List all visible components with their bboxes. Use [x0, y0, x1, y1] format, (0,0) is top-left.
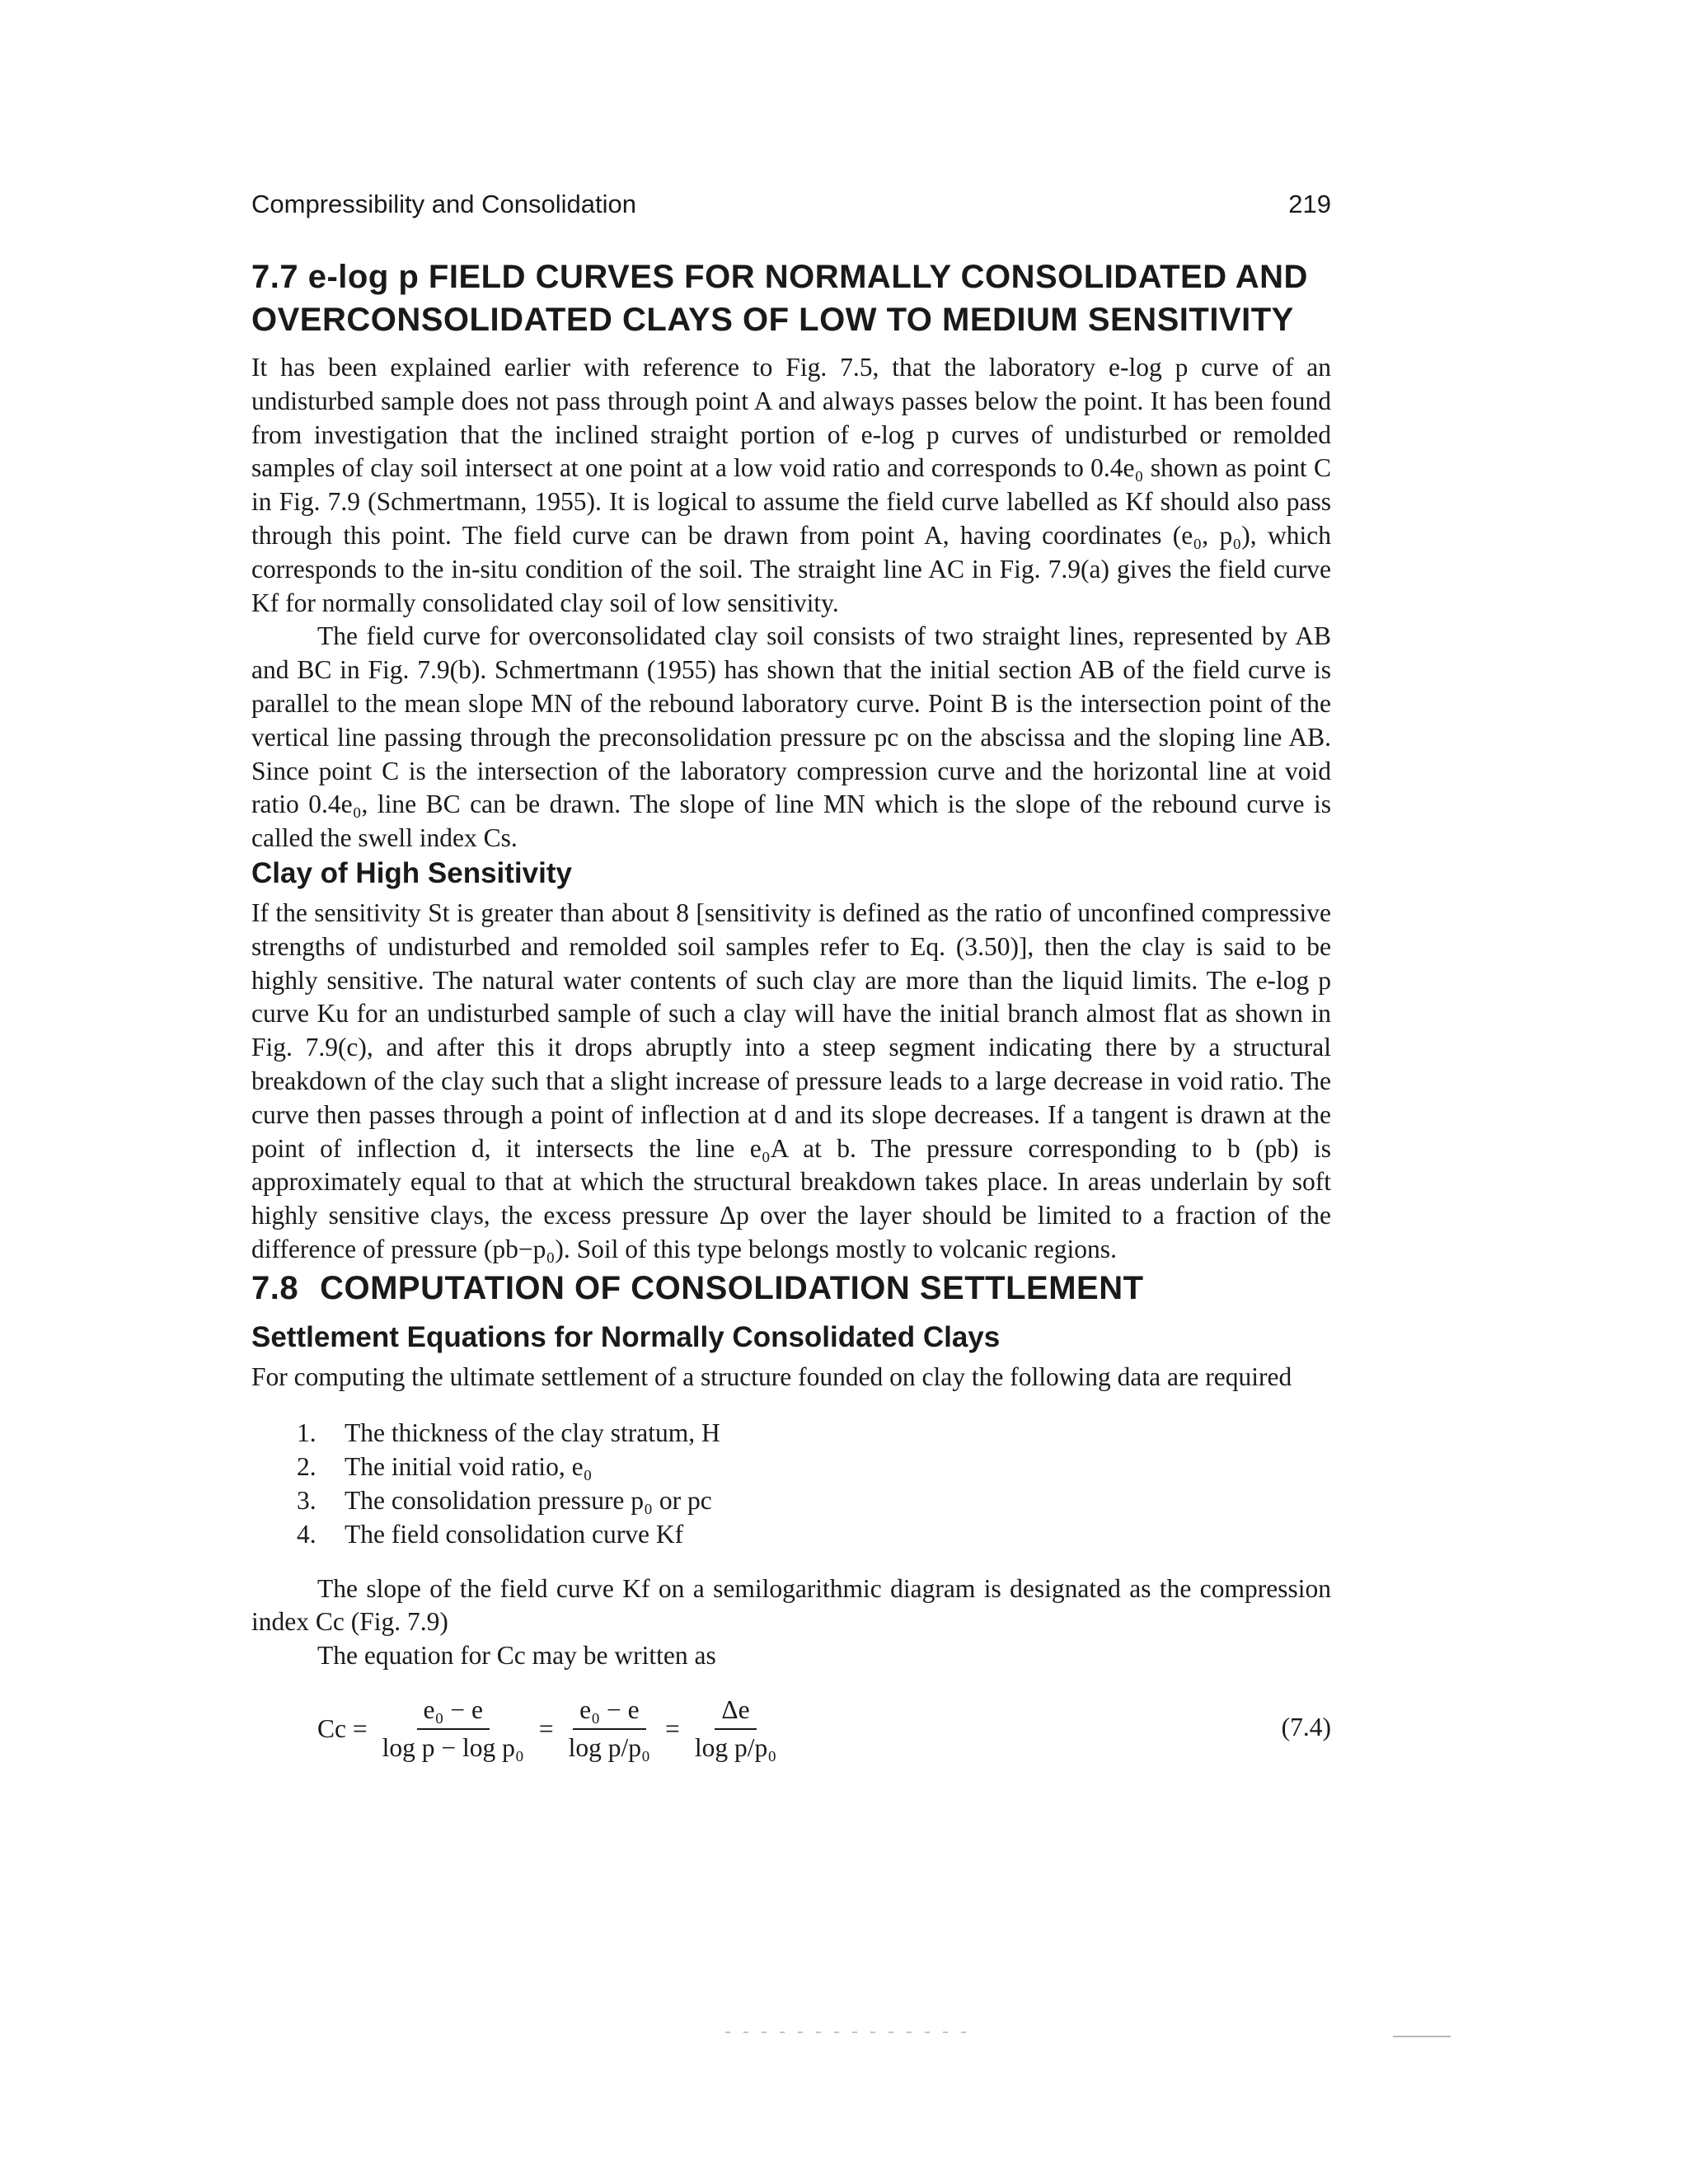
list-item-number: 2. — [297, 1451, 316, 1481]
section-7-7-title-line1: 7.7 e-log p FIELD CURVES FOR NORMALLY CONSOLIDATED AND — [251, 259, 1308, 295]
equation-lhs: Cc = — [317, 1713, 368, 1743]
list-item-number: 4. — [297, 1519, 316, 1549]
equation-fraction-2 — [562, 1695, 657, 1763]
equation-fraction-3 — [688, 1695, 783, 1763]
section-7-7-paragraph-2: The field curve for overconsolidated clay soil consists of two straight lines, represented by AB and BC in Fig. 7.9(b). Schmertmann (1955) has shown that the initial section AB of the field curve is parallel to the mean slope MN of the rebound laboratory curve. Point B is the intersection point of the vertical line passing through the preconsolidation pressure pc on the abscissa and the sloping line AB. Since point C is the intersection of the laboratory compression curve and the horizontal line at void ratio 0.4e₀, line BC can be drawn. The slope of line MN which is the slope of the rebound curve is called the swell index Cs. — [251, 621, 1331, 853]
section-7-7-heading — [251, 255, 1331, 341]
fraction-numerator: e₀ − e — [573, 1695, 645, 1730]
list-item-text: The field consolidation curve Kf — [345, 1519, 684, 1549]
list-item-text: The initial void ratio, e₀ — [345, 1451, 593, 1481]
settlement-equations-subheading: Settlement Equations for Normally Consolidated Clays — [251, 1320, 1001, 1353]
list-item-text: The consolidation pressure p₀ or pc — [345, 1485, 712, 1515]
list-item — [297, 1517, 1331, 1551]
list-item-number: 3. — [297, 1485, 316, 1515]
book-page — [251, 190, 1331, 1769]
fraction-denominator: log p − log p₀ — [382, 1732, 524, 1762]
list-item — [297, 1483, 1331, 1517]
section-7-8-title: COMPUTATION OF CONSOLIDATION SETTLEMENT — [320, 1269, 1144, 1306]
clay-high-sensitivity-paragraph: If the sensitivity St is greater than about 8 [sensitivity is defined as the ratio of unconfined compressive strengths of undisturbed and remolded soil samples refer to Eq. (3.50)], then the clay is said to be highly sensitive. The natural water contents of such clay are more than the liquid limits. The e-log p curve Ku for an undisturbed sample of such a clay will have the initial branch almost flat as shown in Fig. 7.9(c), and after this it drops abruptly into a steep segment indicating there by a structural breakdown of the clay such that a slight increase of pressure leads to a large decrease in void ratio. The curve then passes through a point of inflection at d and its slope decreases. If a tangent is drawn at the point of inflection d, it intersects the line e₀A at b. The pressure corresponding to b (pb) is approximately equal to that at which the structural breakdown takes place. In areas underlain by soft highly sensitive clays, the excess pressure Δp over the layer should be limited to a fraction of the difference of pressure (pb−p₀). Soil of this type belongs mostly to volcanic regions. — [251, 898, 1331, 1263]
equation-fraction-1 — [376, 1695, 531, 1763]
list-item-number: 1. — [297, 1418, 316, 1447]
fraction-numerator: e₀ − e — [417, 1695, 490, 1730]
list-item — [297, 1450, 1331, 1483]
section-7-8-number: 7.8 — [251, 1269, 299, 1306]
compression-index-paragraph: The slope of the field curve Kf on a semilogarithmic diagram is designated as the compression index Cc (Fig. 7.9) — [251, 1573, 1331, 1637]
clay-high-sensitivity-heading: Clay of High Sensitivity — [251, 856, 572, 889]
equation-body — [317, 1690, 791, 1769]
fraction-numerator: Δe — [715, 1695, 756, 1730]
list-item — [297, 1416, 1331, 1450]
section-7-7-title-line2: OVERCONSOLIDATED CLAYS OF LOW TO MEDIUM SENSITIVITY — [251, 302, 1294, 338]
fraction-denominator: log p/p₀ — [694, 1732, 777, 1762]
equals-sign: = — [538, 1713, 554, 1743]
scan-artifact — [1393, 2036, 1451, 2037]
running-head — [251, 190, 1331, 219]
chapter-title: Compressibility and Consolidation — [251, 190, 636, 218]
list-item-text: The thickness of the clay stratum, H — [345, 1418, 720, 1447]
requirements-list — [251, 1416, 1331, 1551]
settlement-intro: For computing the ultimate settlement of a structure founded on clay the following data are required — [251, 1361, 1292, 1391]
equation-7-4 — [251, 1690, 1331, 1769]
fraction-denominator: log p/p₀ — [568, 1732, 651, 1762]
page-number: 219 — [1288, 190, 1331, 218]
equals-sign: = — [665, 1713, 680, 1743]
section-7-7-paragraph-1: It has been explained earlier with reference to Fig. 7.5, that the laboratory e-log p curve of an undisturbed sample does not pass through point A and always passes below the point. It has been found from investigation that the inclined straight portion of e-log p curves of undisturbed or remolded samples of clay soil intersect at one point at a low void ratio and corresponds to 0.4e₀ shown as point C in Fig. 7.9 (Schmertmann, 1955). It is logical to assume the field curve labelled as Kf should also pass through this point. The field curve can be drawn from point A, having coordinates (e₀, p₀), which corresponds to the in-situ condition of the soil. The straight line AC in Fig. 7.9(a) gives the field curve Kf for normally consolidated clay soil of low sensitivity. — [251, 353, 1331, 617]
scan-artifact — [725, 2032, 973, 2033]
equation-intro: The equation for Cc may be written as — [317, 1641, 716, 1671]
equation-number: (7.4) — [1281, 1712, 1331, 1741]
section-7-8-heading — [251, 1267, 1331, 1310]
